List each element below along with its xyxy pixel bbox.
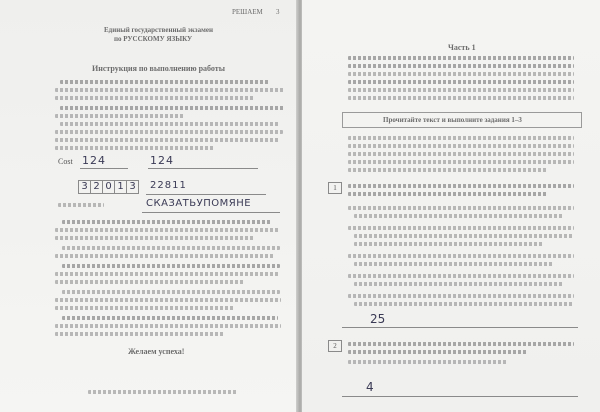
option-line bbox=[354, 282, 564, 286]
option-line bbox=[348, 294, 574, 298]
task-number-box: 1 bbox=[328, 182, 342, 194]
text-line bbox=[348, 80, 574, 84]
text-line bbox=[55, 138, 279, 142]
text-line bbox=[55, 306, 235, 310]
underline bbox=[142, 212, 280, 213]
code-cells bbox=[78, 180, 138, 194]
text-line bbox=[348, 136, 574, 140]
option-line bbox=[354, 262, 554, 266]
text-line bbox=[348, 64, 574, 68]
answer-1-handwritten: 25 bbox=[370, 312, 386, 326]
handwritten-code: 22811 bbox=[150, 180, 187, 191]
text-line bbox=[55, 88, 285, 92]
task-heading-box bbox=[342, 112, 582, 128]
answer-line bbox=[342, 327, 578, 328]
handwritten-word: СКАЗАТЬУПОМЯНЕ bbox=[146, 198, 252, 209]
text-line bbox=[55, 332, 225, 336]
text-line bbox=[348, 350, 528, 354]
text-line bbox=[348, 152, 574, 156]
option-line bbox=[354, 302, 574, 306]
task-number-box: 2 bbox=[328, 340, 342, 352]
text-line bbox=[55, 272, 279, 276]
code-cell: 0 bbox=[102, 180, 115, 194]
text-line bbox=[55, 146, 215, 150]
text-line bbox=[55, 96, 255, 100]
exam-title-line-2: по РУССКОМУ ЯЗЫКУ bbox=[114, 35, 193, 43]
option-line bbox=[354, 234, 574, 238]
option-line bbox=[348, 274, 574, 278]
text-line bbox=[60, 122, 280, 126]
text-line bbox=[55, 280, 245, 284]
right-page bbox=[302, 0, 600, 412]
option-line bbox=[348, 254, 574, 258]
exam-title-line-1: Единый государственный экзамен bbox=[104, 26, 213, 34]
text-line bbox=[348, 360, 508, 364]
text-line bbox=[55, 236, 255, 240]
text-line bbox=[60, 106, 285, 110]
field-label: Cost bbox=[58, 157, 73, 166]
text-line bbox=[348, 96, 574, 100]
option-line bbox=[354, 242, 544, 246]
code-cell: 3 bbox=[78, 180, 91, 194]
text-line bbox=[348, 342, 574, 346]
text-line bbox=[348, 56, 574, 60]
underline bbox=[146, 194, 266, 195]
underline bbox=[80, 168, 128, 169]
header-label: РЕШАЕМ bbox=[232, 8, 263, 16]
text-line bbox=[348, 144, 574, 148]
footer-line bbox=[88, 390, 238, 394]
text-line bbox=[62, 316, 278, 320]
left-page bbox=[0, 0, 298, 412]
option-line bbox=[348, 206, 574, 210]
closing-text: Желаем успеха! bbox=[128, 347, 185, 356]
text-line bbox=[55, 130, 283, 134]
option-line bbox=[354, 214, 564, 218]
text-line bbox=[348, 168, 548, 172]
text-line bbox=[55, 228, 279, 232]
underline bbox=[148, 168, 258, 169]
text-line bbox=[55, 298, 281, 302]
text-line bbox=[58, 203, 104, 207]
text-line bbox=[348, 184, 574, 188]
code-cell: 3 bbox=[126, 180, 139, 194]
task-heading: Прочитайте текст и выполните задания 1–3 bbox=[383, 116, 522, 124]
text-line bbox=[55, 324, 281, 328]
handwritten-variant: 124 bbox=[150, 154, 174, 167]
answer-line bbox=[342, 396, 578, 397]
text-line bbox=[348, 192, 548, 196]
text-line bbox=[55, 254, 275, 258]
part-heading: Часть 1 bbox=[448, 43, 476, 52]
code-cell: 2 bbox=[90, 180, 103, 194]
text-line bbox=[62, 290, 280, 294]
text-line bbox=[55, 114, 185, 118]
text-line bbox=[60, 80, 270, 84]
option-line bbox=[348, 226, 574, 230]
code-cell: 1 bbox=[114, 180, 127, 194]
text-line bbox=[348, 160, 574, 164]
instructions-heading: Инструкция по выполнению работы bbox=[92, 64, 225, 73]
text-line bbox=[62, 264, 280, 268]
text-line bbox=[62, 220, 272, 224]
text-line bbox=[348, 72, 574, 76]
handwritten-number: 124 bbox=[82, 154, 106, 167]
text-line bbox=[62, 246, 280, 250]
answer-2-handwritten: 4 bbox=[366, 380, 374, 394]
page-number: 3 bbox=[276, 8, 280, 16]
text-line bbox=[348, 88, 574, 92]
